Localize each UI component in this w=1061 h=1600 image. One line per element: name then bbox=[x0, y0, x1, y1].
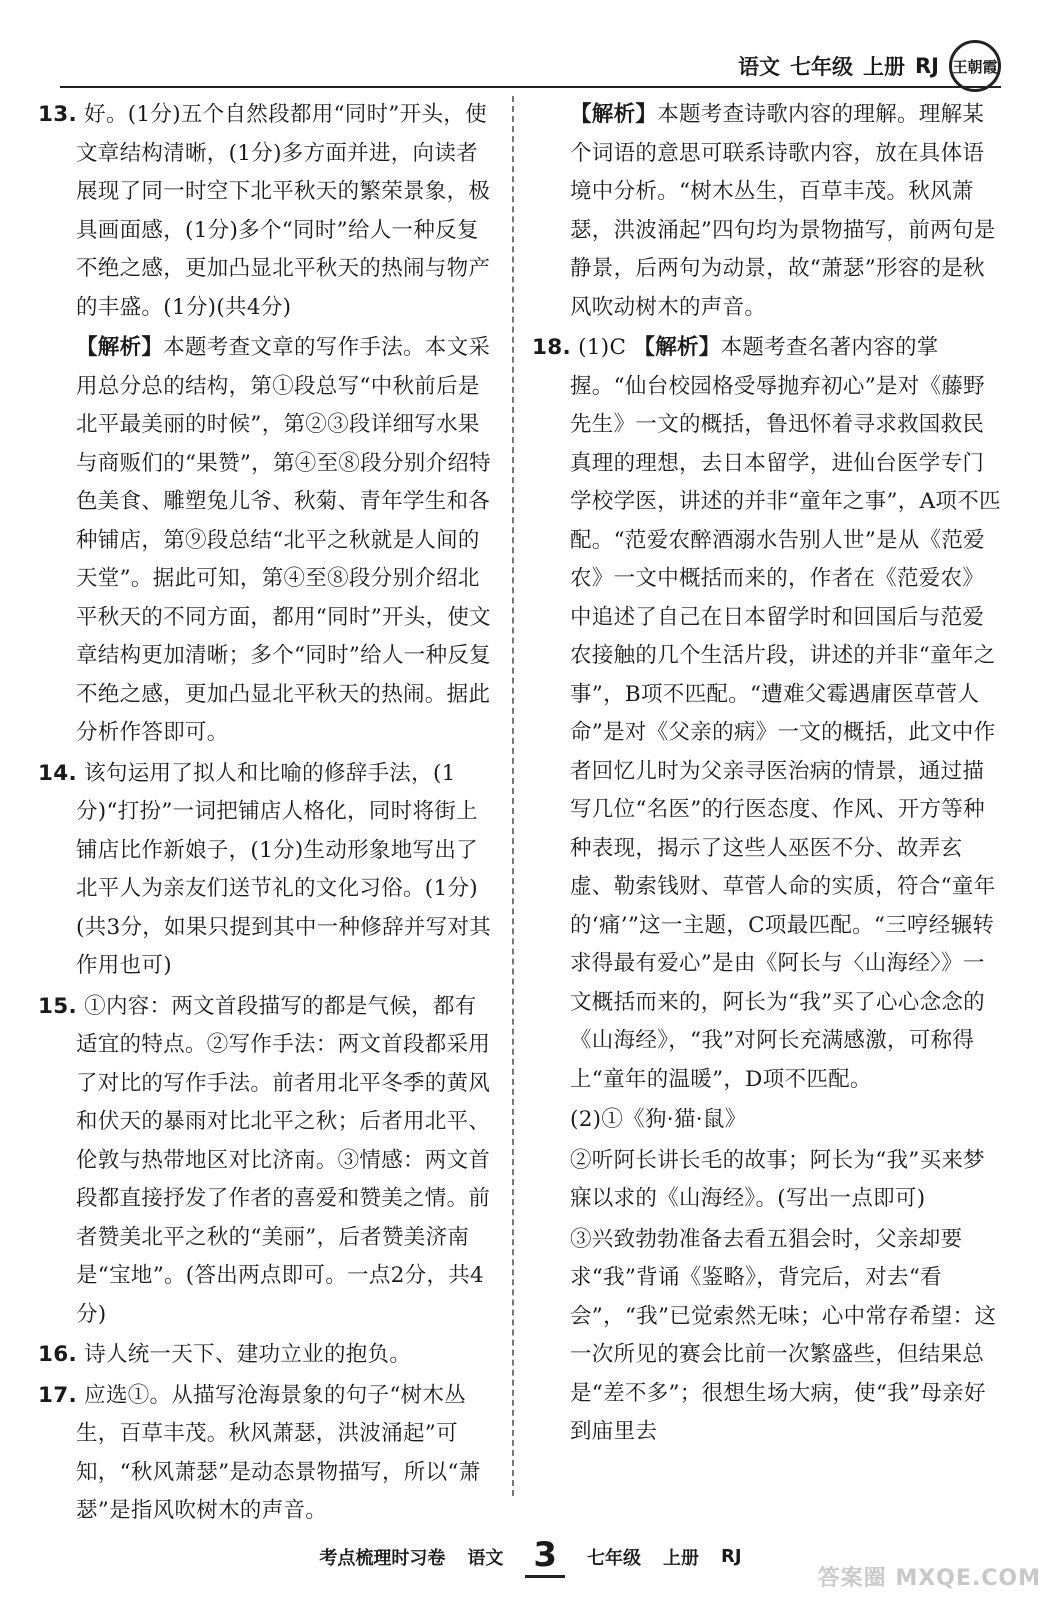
header-rule bbox=[60, 86, 1001, 88]
analysis-text: 本题考查名著内容的掌握。“仙台校园格受辱抛弃初心”是对《藤野先生》一文的概括，鲁迅怀着寻求救国救民真理的理想，去日本留学，进仙台医学专门学校学医，讲述的并非“童年之事”，A项不匹配。“范爱农醉酒溺水告别人世”是从《范爱农》一文中概括而来的，作者在《范爱农》中追述了自己在日本留学时和回国后与范爱农接触的几个生活片段，讲述的并非“童年之事”，B项不匹配。“遭难父霉遇庸医草菅人命”是对《父亲的病》一文的概括，此文中作者回忆儿时为父亲寻医治病的情景，通过描写几位“名医”的行医态度、作风、开方等种种表现，揭示了这些人巫医不分、故弄玄虚、勒索钱财、草菅人命的实质，符合“童年的‘痛’”这一主题，C项最匹配。“三哼经辗转求得最有爱心”是由《阿长与〈山海经〉》一文概括而来的，阿长为“我”买了心心念念的《山海经》，“我”对阿长充满感激，可称得上“童年的温暖”，D项不匹配。 bbox=[570, 335, 1001, 1092]
question-14 bbox=[38, 755, 494, 986]
footer-grade: 七年级 bbox=[587, 1547, 642, 1569]
header-volume: 上册 bbox=[863, 55, 906, 79]
answer-text: 好。(1分)五个自然段都用“同时”开头，使文章结构清晰，(1分)多方面并进，向读者展现了同一时空下北平秋天的繁荣景象，极具画面感，(1分)多个“同时”给人一种反复不绝之感，更加凸显北平秋天的热闹与物产的丰盛。(1分)(共4分) bbox=[76, 102, 491, 320]
question-16 bbox=[38, 1336, 494, 1375]
answer-text: ①内容：两文首段描写的都是气候，都有适宜的特点。②写作手法：两文首段都采用了对比的写作手法。前者用北平冬季的黄风和伏天的暴雨对比北平之秋；后者用北平、伦敦与热带地区对比济南。③情感：两文首段都直接抒发了作者的喜爱和赞美之情。前者赞美北平之秋的“美丽”，后者赞美济南是“宝地”。(答出两点即可。一点2分，共4分) bbox=[76, 993, 491, 1327]
question-15 bbox=[38, 988, 494, 1335]
page-header bbox=[738, 40, 1001, 92]
watermark: 答案圈 MXQE.COM bbox=[817, 1566, 1041, 1591]
question-number: 15. bbox=[38, 993, 77, 1019]
question-number: 14. bbox=[38, 760, 77, 786]
footer-subject: 语文 bbox=[467, 1547, 504, 1569]
question-17 bbox=[38, 1377, 494, 1531]
right-column bbox=[532, 96, 1002, 1454]
answer-part-2b: ②听阿长讲长毛的故事；阿长为“我”买来梦寐以求的《山海经》。(写出一点即可) bbox=[570, 1147, 985, 1211]
header-subject: 语文 bbox=[738, 55, 781, 79]
question-number: 18. bbox=[532, 335, 571, 360]
question-17-analysis bbox=[532, 96, 1002, 327]
question-13-analysis bbox=[38, 329, 494, 753]
answer-part-2: (2)①《狗·猫·鼠》 bbox=[570, 1107, 747, 1132]
left-column bbox=[38, 96, 494, 1533]
question-13 bbox=[38, 96, 494, 327]
analysis-label: 【解析】 bbox=[570, 102, 658, 127]
answer-text: 诗人统一天下、建功立业的抱负。 bbox=[84, 1342, 412, 1367]
brand-logo-text: 王朝霞 bbox=[952, 57, 998, 76]
header-grade: 七年级 bbox=[790, 55, 854, 79]
footer-edition: RJ bbox=[721, 1546, 742, 1567]
answer-text: 应选①。从描写沧海景象的句子“树木丛生，百草丰茂。秋风萧瑟，洪波涌起”可知，“秋风萧瑟”是动态景物描写，所以“萧瑟”是指风吹树木的声音。 bbox=[76, 1382, 481, 1523]
question-18 bbox=[532, 329, 1002, 1099]
question-number: 17. bbox=[38, 1382, 77, 1408]
page-number: 3 bbox=[525, 1535, 565, 1578]
analysis-label: 【解析】 bbox=[76, 335, 164, 360]
footer-volume: 上册 bbox=[663, 1547, 700, 1569]
header-edition: RJ bbox=[915, 54, 939, 78]
answer-text: 该句运用了拟人和比喻的修辞手法，(1分)“打扮”一词把铺店人格化，同时将街上铺店比作新娘子，(1分)生动形象地写出了北平人为亲友们送节礼的文化习俗。(1分)(共3分，如果只提到其中一种修辞并写对其作用也可) bbox=[76, 760, 492, 978]
question-number: 13. bbox=[38, 102, 77, 127]
analysis-label: 【解析】 bbox=[633, 335, 721, 360]
analysis-text: 本题考查诗歌内容的理解。理解某个词语的意思可联系诗歌内容，放在具体语境中分析。“树木丛生，百草丰茂。秋风萧瑟，洪波涌起”四句均为景物描写，前两句是静景，后两句为动景，故“萧瑟”形容的是秋风吹动树木的声音。 bbox=[570, 102, 996, 320]
analysis-text: 本题考查文章的写作手法。本文采用总分总的结构，第①段总写“中秋前后是北平最美丽的时候”，第②③段详细写水果与商贩们的“果赞”，第④至⑧段分别介绍特色美食、雕塑兔儿爷、秋菊、青年学生和各种铺店，第⑨段总结“北平之秋就是人间的天堂”。据此可知，第④至⑧段分别介绍北平秋天的不同方面，都用“同时”开头，使文章结构更加清晰；多个“同时”给人一种反复不绝之感，更加凸显北平秋天的热闹。据此分析作答即可。 bbox=[76, 335, 491, 745]
question-number: 16. bbox=[38, 1342, 77, 1367]
column-divider bbox=[512, 96, 514, 1496]
brand-logo-icon bbox=[949, 40, 1001, 92]
footer-book: 考点梳理时习卷 bbox=[319, 1547, 446, 1569]
answer-part-2c: ③兴致勃勃准备去看五猖会时，父亲却要求“我”背诵《鉴略》，背完后，对去“看会”，“我”已觉索然无味；心中常存希望：这一次所见的赛会比前一次繁盛些，但结果总是“差不多”；很想生场大病，使“我”母亲好到庙里去 bbox=[570, 1226, 997, 1444]
answer-part-1: (1)C bbox=[578, 335, 627, 360]
